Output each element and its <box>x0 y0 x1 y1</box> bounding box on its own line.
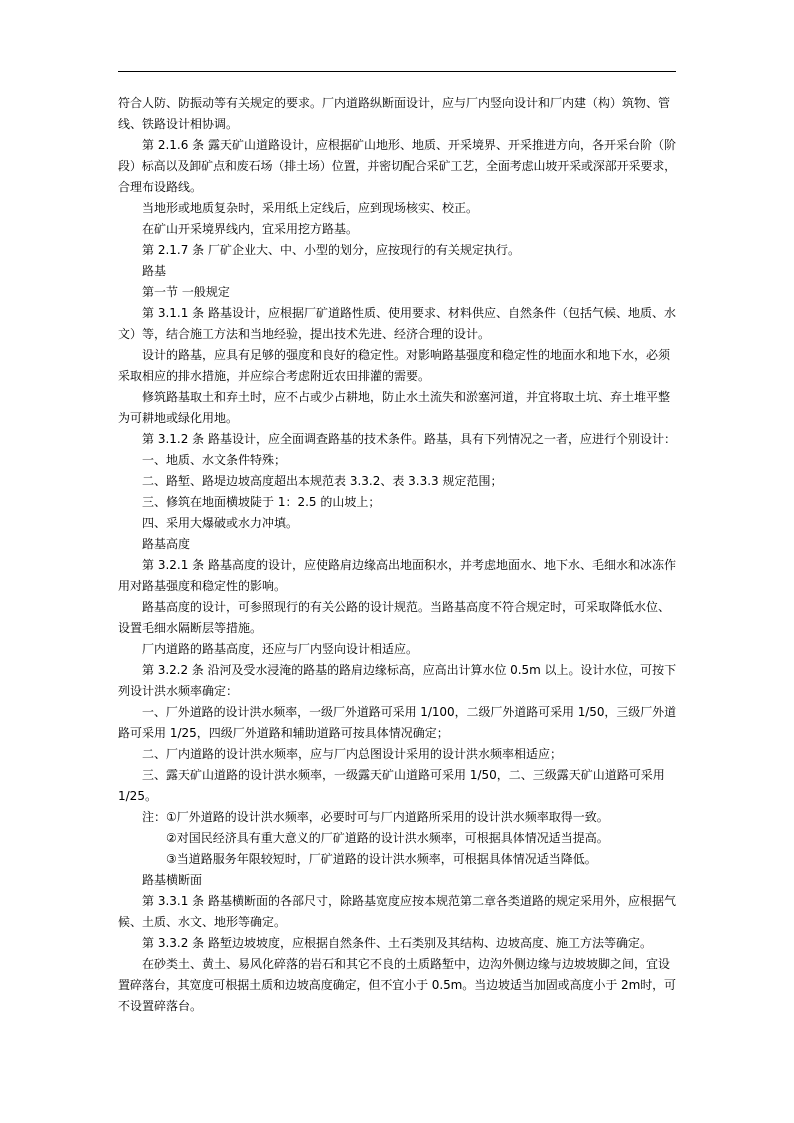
text-line: 第 3.3.1 条 路基横断面的各部尺寸，除路基宽度应按本规范第二章各类道路的规定采用外，应根据气 <box>142 894 676 908</box>
text-line: 不设置碎落台。 <box>118 999 203 1013</box>
text-line: 路基横断面 <box>142 873 203 887</box>
text-line: 在砂类土、黄土、易风化碎落的岩石和其它不良的土质路堑中，边沟外侧边缘与边坡坡脚之间，宜设 <box>142 957 671 971</box>
document-body <box>118 93 676 1017</box>
text-line: 合理布设路线。 <box>118 180 203 194</box>
text-line: 第 3.2.1 条 路基高度的设计，应使路肩边缘高出地面积水，并考虑地面水、地下水、毛细水和冰冻作 <box>142 558 676 572</box>
text-line: 路基高度 <box>142 537 191 551</box>
text-line: 设置毛细水隔断层等措施。 <box>118 621 263 635</box>
text-line: ②对国民经济具有重大意义的厂矿道路的设计洪水频率，可根据具体情况适当提高。 <box>166 831 609 845</box>
text-line: 一、地质、水文条件特殊； <box>142 453 287 467</box>
text-line: 设计的路基，应具有足够的强度和良好的稳定性。对影响路基强度和稳定性的地面水和地下水，必须 <box>142 348 671 362</box>
text-line: 第一节 一般规定 <box>142 285 230 299</box>
text-line: 三、露天矿山道路的设计洪水频率，一级露天矿山道路可采用 1/50，二、三级露天矿山道路可采用 <box>142 768 665 782</box>
text-line: 文）等，结合施工方法和当地经验，提出技术先进、经济合理的设计。 <box>118 327 491 341</box>
text-line: 修筑路基取土和弃土时，应不占或少占耕地，防止水土流失和淤塞河道，并宜将取土坑、弃土堆平整 <box>142 390 671 404</box>
text-line: 第 3.3.2 条 路堑边坡坡度，应根据自然条件、土石类别及其结构、边坡高度、施工方法等确定。 <box>142 936 652 950</box>
text-line: 第 3.2.2 条 沿河及受水浸淹的路基的路肩边缘标高，应高出计算水位 0.5m 以上。设计水位，可按下 <box>142 663 676 677</box>
text-line: 一、厂外道路的设计洪水频率，一级厂外道路可采用 1/100，二级厂外道路可采用 1/50，三级厂外道 <box>142 705 676 719</box>
text-line: 第 2.1.6 条 露天矿山道路设计，应根据矿山地形、地质、开采境界、开采推进方向，各开采台阶（阶 <box>142 138 676 152</box>
text-line: 路基 <box>142 264 167 278</box>
text-line: 段）标高以及卸矿点和废石场（排土场）位置，并密切配合采矿工艺，全面考虑山坡开采或深部开采要求， <box>118 159 676 173</box>
text-line: 路基高度的设计，可参照现行的有关公路的设计规范。当路基高度不符合规定时，可采取降低水位、 <box>142 600 671 614</box>
text-line: 第 2.1.7 条 厂矿企业大、中、小型的划分，应按现行的有关规定执行。 <box>142 243 520 257</box>
text-line: ③当道路服务年限较短时，厂矿道路的设计洪水频率，可根据具体情况适当降低。 <box>166 852 597 866</box>
text-line: 线、铁路设计相协调。 <box>118 117 239 131</box>
text-line: 用对路基强度和稳定性的影响。 <box>118 579 287 593</box>
text-line: 当地形或地质复杂时，采用纸上定线后，应到现场核实、校正。 <box>142 201 479 215</box>
text-line: 采取相应的排水措施，并应综合考虑附近农田排灌的需要。 <box>118 369 431 383</box>
text-line: 候、土质、水文、地形等确定。 <box>118 915 287 929</box>
text-line: 厂内道路的路基高度，还应与厂内竖向设计相适应。 <box>142 642 419 656</box>
text-line: 列设计洪水频率确定： <box>118 684 239 698</box>
text-line: 为可耕地或绿化用地。 <box>118 411 239 425</box>
text-line: 二、厂内道路的设计洪水频率，应与厂内总图设计采用的设计洪水频率相适应； <box>142 747 563 761</box>
text-line: 路可采用 1/25，四级厂外道路和辅助道路可按具体情况确定； <box>118 726 449 740</box>
text-line: 三、修筑在地面横坡陡于 1：2.5 的山坡上； <box>142 495 381 509</box>
text-line: 1/25。 <box>118 789 157 803</box>
text-line: 第 3.1.1 条 路基设计，应根据厂矿道路性质、使用要求、材料供应、自然条件（包括气候、地质、水 <box>142 306 676 320</box>
text-line: 二、路堑、路堤边坡高度超出本规范表 3.3.2、表 3.3.3 规定范围； <box>142 474 503 488</box>
text-line: 四、采用大爆破或水力冲填。 <box>142 516 299 530</box>
text-line: 置碎落台，其宽度可根据土质和边坡高度确定，但不宜小于 0.5m。当边坡适当加固或高度小于 2m时，可 <box>118 978 676 992</box>
text-line: 在矿山开采境界线内，宜采用挖方路基。 <box>142 222 359 236</box>
text-line: 符合人防、防振动等有关规定的要求。厂内道路纵断面设计，应与厂内竖向设计和厂内建（构）筑物、管 <box>118 96 671 110</box>
text-line: 第 3.1.2 条 路基设计，应全面调查路基的技术条件。路基，具有下列情况之一者，应进行个别设计： <box>142 432 676 446</box>
text-line: 注：①厂外道路的设计洪水频率，必要时可与厂内道路所采用的设计洪水频率取得一致。 <box>142 810 609 824</box>
header-rule <box>118 71 676 72</box>
